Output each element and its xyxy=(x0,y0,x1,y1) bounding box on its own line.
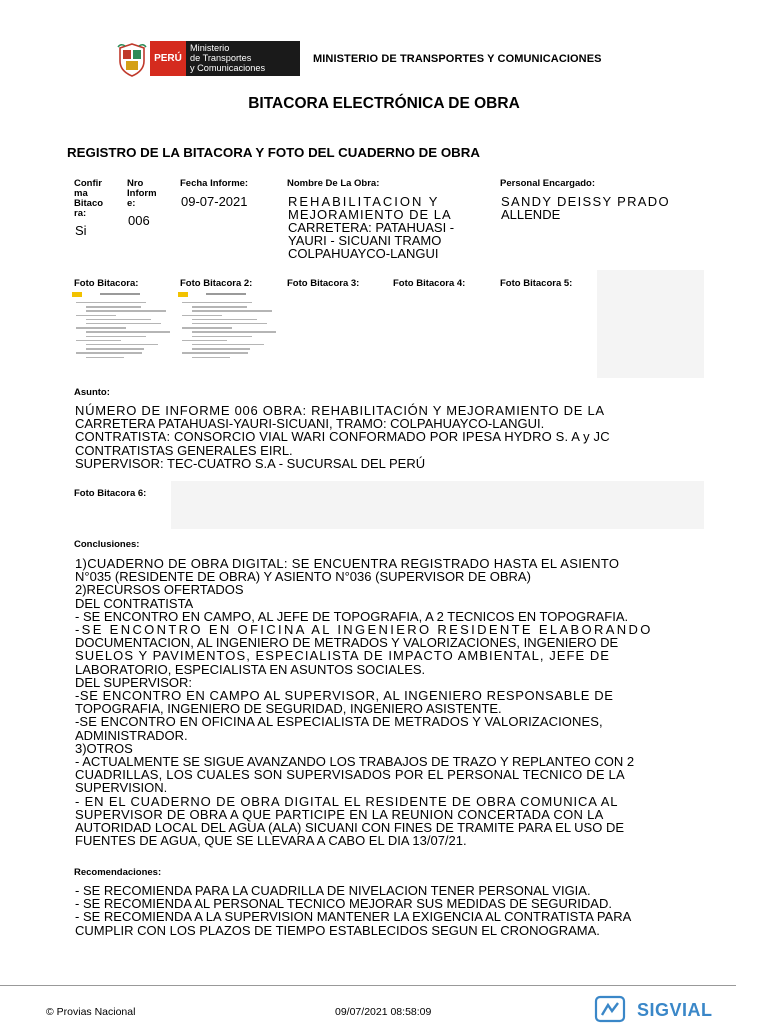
conclusiones-line: - EN EL CUADERNO DE OBRA DIGITAL EL RESIDENTE DE OBRA COMUNICA AL xyxy=(75,793,619,809)
foto-bitacora-1-label: Foto Bitacora: xyxy=(74,278,139,289)
foto-bitacora-4-label: Foto Bitacora 4: xyxy=(393,278,466,289)
foto-bitacora-1-thumbnail[interactable] xyxy=(72,292,170,362)
thumbnail-text-line xyxy=(86,331,170,332)
thumbnail-text-line xyxy=(192,344,264,345)
confirma-value: Si xyxy=(75,223,87,238)
asunto-line: CONTRATISTAS GENERALES EIRL. xyxy=(75,442,293,458)
peru-coat-of-arms-icon xyxy=(117,43,147,77)
confirma-label-line: Bitaco xyxy=(74,198,104,209)
foto-bitacora-5-label: Foto Bitacora 5: xyxy=(500,278,573,289)
foto-bitacora-6-placeholder[interactable] xyxy=(171,481,704,529)
thumbnail-text-line xyxy=(86,323,161,324)
personal-line: SANDY DEISSY PRADO xyxy=(501,194,670,209)
ministerio-logo-text xyxy=(190,43,265,73)
thumbnail-text-line xyxy=(86,344,158,345)
confirma-label-line: Confir xyxy=(74,178,102,189)
foto-bitacora-2-thumbnail[interactable] xyxy=(178,292,276,362)
confirma-label-line: ma xyxy=(74,188,88,199)
fecha-informe-value: 09-07-2021 xyxy=(181,194,248,209)
asunto-line: CARRETERA PATAHUASI-YAURI-SICUANI, TRAMO: COLPAHUAYCO-LANGUI. xyxy=(75,416,545,432)
page-footer xyxy=(0,985,768,1024)
personal-encargado-value xyxy=(501,195,694,221)
nro-informe-label xyxy=(127,179,157,209)
nro-informe-value: 006 xyxy=(128,213,150,228)
conclusiones-line: 1)CUADERNO DE OBRA DIGITAL: SE ENCUENTRA REGISTRADO HASTA EL ASIENTO xyxy=(75,556,620,571)
thumbnail-text-line xyxy=(192,310,272,311)
sigvial-logo-icon xyxy=(594,995,626,1023)
conclusiones-line: DEL CONTRATISTA xyxy=(75,595,194,611)
recomendaciones-line: - SE RECOMIENDA PARA LA CUADRILLA DE NIVELACION TENER PERSONAL VIGIA. xyxy=(75,883,591,898)
thumbnail-heading xyxy=(206,293,246,295)
foto-bitacora-6-label: Foto Bitacora 6: xyxy=(74,488,147,499)
asunto-text xyxy=(75,404,694,470)
confirma-label-line: ra: xyxy=(74,208,87,219)
thumbnail-text-line xyxy=(192,357,230,358)
personal-encargado-label: Personal Encargado: xyxy=(500,178,596,189)
nro-label-line: Inform xyxy=(127,188,157,199)
ministry-title: MINISTERIO DE TRANSPORTES Y COMUNICACIONES xyxy=(313,53,602,65)
recomendaciones-text xyxy=(75,884,694,937)
recomendaciones-line: CUMPLIR CON LOS PLAZOS DE TIEMPO ESTABLECIDOS SEGUN EL CRONOGRAMA. xyxy=(75,922,600,938)
conclusiones-line: 2)RECURSOS OFERTADOS xyxy=(75,582,244,598)
asunto-line: SUPERVISOR: TEC-CUATRO S.A - SUCURSAL DEL PERÚ xyxy=(75,455,426,471)
conclusiones-line: DOCUMENTACION, AL INGENIERO DE METRADOS Y VALORIZACIONES, INGENIERO DE xyxy=(75,635,619,651)
footer-copyright: © Provias Nacional xyxy=(46,1006,136,1018)
thumbnail-text-line xyxy=(192,323,267,324)
asunto-line: CONTRATISTA: CONSORCIO VIAL WARI CONFORMADO POR IPESA HYDRO S. A y JC xyxy=(75,429,610,445)
conclusiones-text xyxy=(75,557,694,847)
asunto-line: NÚMERO DE INFORME 006 OBRA: REHABILITACIÓN Y MEJORAMIENTO DE LA xyxy=(75,403,605,418)
thumbnail-text-line xyxy=(76,352,142,353)
conclusiones-line: 3)OTROS xyxy=(75,740,133,756)
foto-bitacora-2-label: Foto Bitacora 2: xyxy=(180,278,253,289)
conclusiones-line: SUELOS Y PAVIMENTOS, ESPECIALISTA DE IMPACTO AMBIENTAL, JEFE DE xyxy=(75,648,611,664)
confirma-label xyxy=(74,179,103,219)
conclusiones-line: ADMINISTRADOR. xyxy=(75,727,188,743)
document-title: BITACORA ELECTRÓNICA DE OBRA xyxy=(248,95,520,112)
thumbnail-text-line xyxy=(182,315,222,316)
nombre-obra-line: REHABILITACION Y xyxy=(288,194,440,209)
conclusiones-line: N°035 (RESIDENTE DE OBRA) Y ASIENTO N°036 (SUPERVISOR DE OBRA) xyxy=(75,569,531,585)
nombre-obra-line: MEJORAMIENTO DE LA xyxy=(288,207,452,222)
nro-label-line: e: xyxy=(127,198,136,209)
nombre-obra-line: YAURI - SICUANI TRAMO xyxy=(288,233,442,248)
thumbnail-text-line xyxy=(86,336,146,337)
thumbnail-heading xyxy=(100,293,140,295)
conclusiones-line: DEL SUPERVISOR: xyxy=(75,674,193,690)
conclusiones-line: AUTORIDAD LOCAL DEL AGUA (ALA) SICUANI CON FINES DE TRAMITE PARA EL USO DE xyxy=(75,820,625,836)
thumbnail-text-line xyxy=(76,327,126,328)
nombre-obra-value xyxy=(288,195,481,260)
asunto-label: Asunto: xyxy=(74,387,110,398)
ministerio-line: Ministerio xyxy=(190,43,230,53)
thumbnail-text-line xyxy=(76,340,121,341)
thumbnail-text-line xyxy=(192,336,252,337)
thumbnail-text-line xyxy=(86,306,141,307)
thumbnail-text-line xyxy=(192,331,276,332)
conclusiones-line: LABORATORIO, ESPECIALISTA EN ASUNTOS SOCIALES. xyxy=(75,661,426,677)
thumbnail-text-line xyxy=(76,302,146,303)
thumbnail-text-line xyxy=(192,306,247,307)
footer-divider xyxy=(0,985,736,986)
fecha-informe-label: Fecha Informe: xyxy=(180,178,249,189)
page-header xyxy=(0,0,768,90)
thumbnail-text-line xyxy=(86,348,144,349)
thumbnail-text-line xyxy=(86,319,151,320)
nombre-obra-line: CARRETERA: PATAHUASI - xyxy=(288,220,455,235)
section-title: REGISTRO DE LA BITACORA Y FOTO DEL CUADERNO DE OBRA xyxy=(67,145,480,160)
thumbnail-text-line xyxy=(76,315,116,316)
conclusiones-line: TOPOGRAFIA, INGENIERO DE SEGURIDAD, INGENIERO ASISTENTE. xyxy=(75,701,502,717)
thumbnail-text-line xyxy=(182,327,232,328)
foto-bitacora-5-placeholder[interactable] xyxy=(597,270,704,378)
personal-line: ALLENDE xyxy=(501,207,561,222)
thumbnail-tag xyxy=(178,292,188,297)
recomendaciones-label: Recomendaciones: xyxy=(74,867,162,878)
thumbnail-text-line xyxy=(192,348,250,349)
thumbnail-text-line xyxy=(182,302,252,303)
conclusiones-label: Conclusiones: xyxy=(74,539,140,550)
conclusiones-line: SUPERVISION. xyxy=(75,780,168,796)
recomendaciones-line: - SE RECOMIENDA A LA SUPERVISION MANTENER LA EXIGENCIA AL CONTRATISTA PARA xyxy=(75,909,632,925)
thumbnail-text-line xyxy=(86,357,124,358)
conclusiones-line: -SE ENCONTRO EN CAMPO AL SUPERVISOR, AL INGENIERO RESPONSABLE DE xyxy=(75,688,614,704)
conclusiones-line: CUADRILLAS, LOS CUALES SON SUPERVISADOS POR EL PERSONAL TECNICO DE LA xyxy=(75,767,625,783)
nombre-obra-label: Nombre De La Obra: xyxy=(287,178,380,189)
conclusiones-line: FUENTES DE AGUA, QUE SE LLEVARA A CABO EL DIA 13/07/21. xyxy=(75,833,467,849)
conclusiones-line: - SE ENCONTRO EN CAMPO, AL JEFE DE TOPOGRAFIA, A 2 TECNICOS EN TOPOGRAFIA. xyxy=(75,608,629,624)
thumbnail-tag xyxy=(72,292,82,297)
ministerio-line: y Comunicaciones xyxy=(190,63,266,73)
conclusiones-line: - ACTUALMENTE SE SIGUE AVANZANDO LOS TRABAJOS DE TRAZO Y REPLANTEO CON 2 xyxy=(75,754,635,770)
sigvial-brand: SIGVIAL xyxy=(637,1000,713,1020)
thumbnail-text-line xyxy=(192,319,257,320)
nombre-obra-line: COLPAHUAYCO-LANGUI xyxy=(288,246,439,261)
nro-label-line: Nro xyxy=(127,178,144,189)
conclusiones-line: SUPERVISOR DE OBRA A QUE PARTICIPE EN LA REUNION CONCERTADA CON LA xyxy=(75,806,604,822)
foto-bitacora-3-label: Foto Bitacora 3: xyxy=(287,278,360,289)
conclusiones-line: -SE ENCONTRO EN OFICINA AL INGENIERO RESIDENTE ELABORANDO xyxy=(75,622,653,638)
ministry-logo xyxy=(150,41,300,76)
conclusiones-line: -SE ENCONTRO EN OFICINA AL ESPECIALISTA DE METRADOS Y VALORIZACIONES, xyxy=(75,714,603,730)
ministerio-line: de Transportes xyxy=(190,53,252,63)
thumbnail-text-line xyxy=(182,340,227,341)
footer-datetime: 09/07/2021 08:58:09 xyxy=(335,1006,432,1018)
peru-label: PERÚ xyxy=(150,41,186,76)
recomendaciones-line: - SE RECOMIENDA AL PERSONAL TECNICO MEJORAR SUS MEDIDAS DE SEGURIDAD. xyxy=(75,896,612,912)
thumbnail-text-line xyxy=(86,310,166,311)
thumbnail-text-line xyxy=(182,352,248,353)
